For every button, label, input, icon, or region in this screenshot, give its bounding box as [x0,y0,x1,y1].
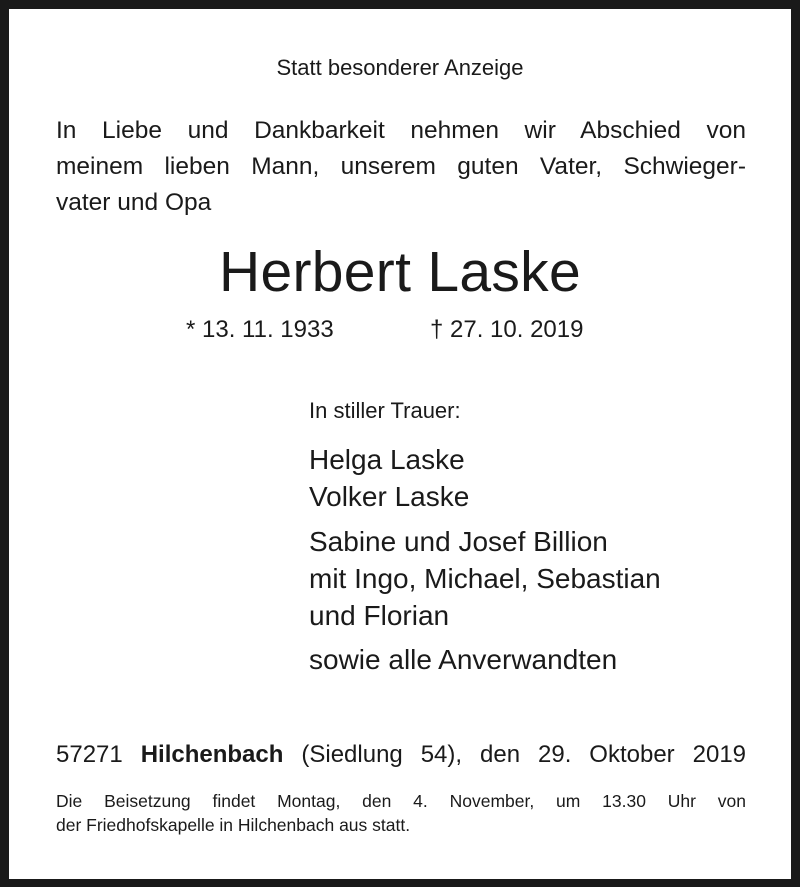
mourner-entry: Sabine und Josef Billion [309,526,608,557]
mourners-list [309,441,661,678]
city: Hilchenbach [140,741,284,768]
intro-text [56,113,746,221]
intro-line-1: In Liebe und Dankbarkeit nehmen wir Abschied von [56,117,746,144]
place-and-date [56,738,746,772]
intro-line-3: vater und Opa [56,189,212,216]
death-date: † 27. 10. 2019 [430,316,584,343]
funeral-line-1: Die Beisetzung findet Montag, den 4. November, um 13.30 Uhr von [56,791,746,811]
address-and-date: (Siedlung 54), den 29. Oktober 2019 [301,741,747,768]
mourner-entry: Volker Laske [309,481,470,512]
mourner-entry: sowie alle Anverwandten [309,644,618,675]
mourner-entry: Helga Laske [309,444,465,475]
mourning-label: In stiller Trauer: [309,398,461,423]
mourner-entry: und Florian [309,600,450,631]
funeral-line-2: der Friedhofskapelle in Hilchenbach aus statt. [56,815,411,835]
funeral-info [56,789,746,837]
deceased-name: Herbert Laske [219,240,581,304]
intro-line-2: meinem lieben Mann, unserem guten Vater, Schwieger- [56,153,746,180]
notice-heading: Statt besonderer Anzeige [276,55,524,80]
mourner-entry: mit Ingo, Michael, Sebastian [309,563,661,594]
postcode: 57271 [56,741,123,768]
birth-date: * 13. 11. 1933 [186,316,334,343]
